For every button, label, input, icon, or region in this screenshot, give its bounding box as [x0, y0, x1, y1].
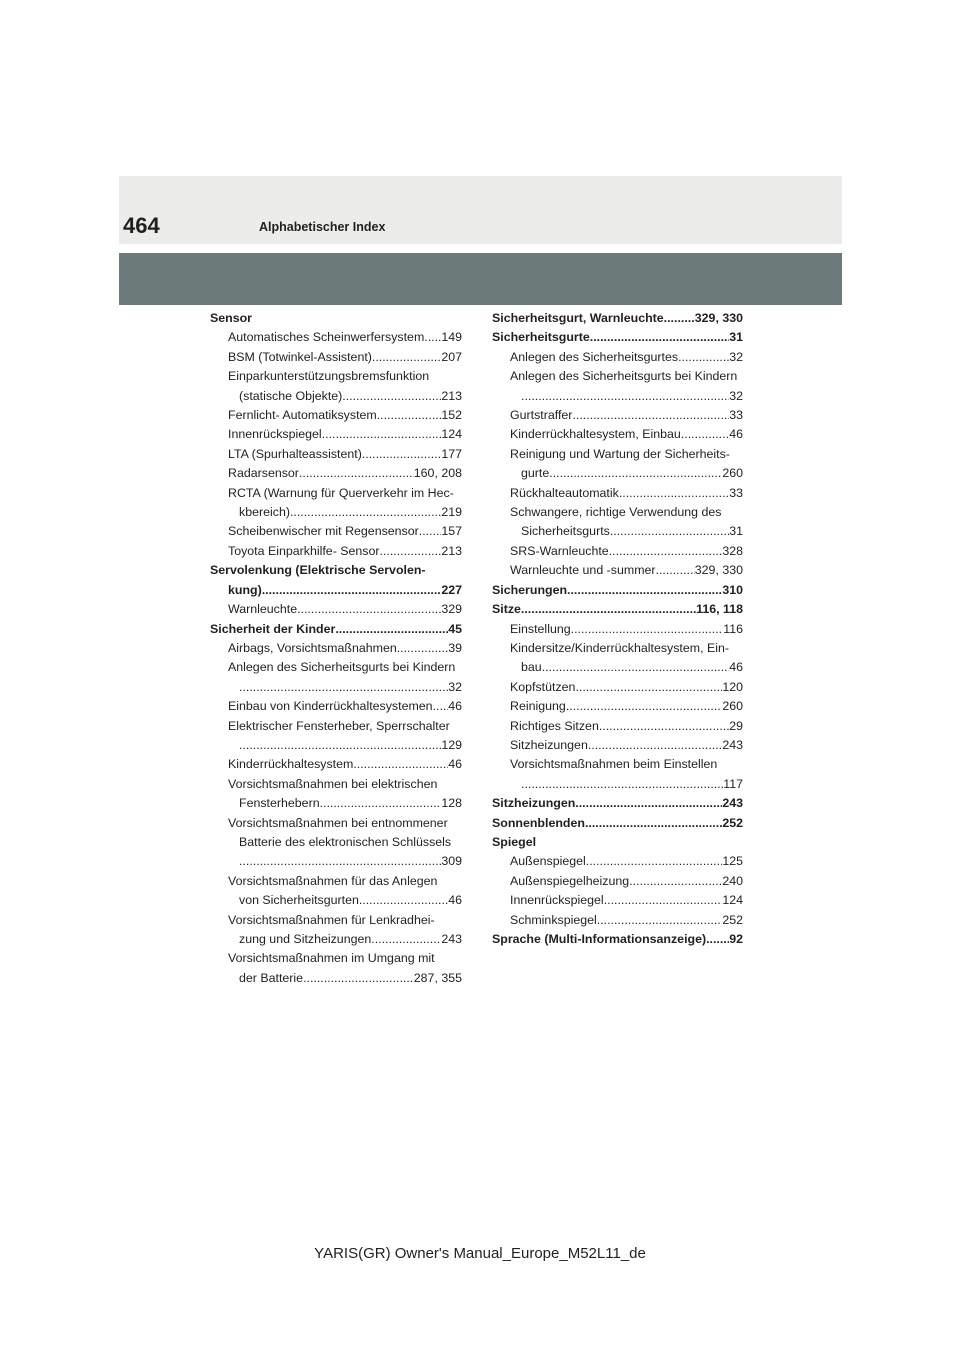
index-term: bau — [521, 660, 542, 675]
index-entry-sub — [492, 522, 743, 541]
index-page-ref: 177 — [441, 446, 462, 461]
index-term: Sitzheizungen — [492, 796, 576, 811]
index-entry-sub — [210, 930, 462, 949]
index-page-ref: 260 — [722, 466, 743, 481]
index-term: Anlegen des Sicherheitsgurtes — [510, 349, 679, 364]
index-entry-sub — [210, 678, 462, 697]
index-entry-sub: Vorsichtsmaßnahmen beim Einstellen — [510, 757, 718, 772]
page-number: 464 — [123, 213, 160, 238]
dot-leader — [397, 639, 448, 658]
index-term: Airbags, Vorsichtsmaßnahmen — [228, 640, 397, 655]
index-page-ref: 129 — [441, 737, 462, 752]
index-term: Warnleuchte und -summer — [510, 563, 656, 578]
dot-leader — [590, 328, 729, 347]
index-entry-main — [210, 620, 462, 639]
index-entry-sub — [492, 484, 743, 503]
index-term: Automatisches Scheinwerfersystem — [228, 330, 425, 345]
index-page-ref: 207 — [441, 349, 462, 364]
index-entry-main — [492, 581, 743, 600]
dot-leader — [656, 561, 695, 580]
index-entry-sub: Kindersitze/Kinderrückhaltesystem, Ein- — [510, 640, 729, 655]
index-term: Einbau von Kinderrückhaltesystemen — [228, 699, 433, 714]
index-entry-sub — [492, 717, 743, 736]
index-entry-sub: RCTA (Warnung für Querverkehr im Hec- — [228, 485, 454, 500]
index-term: Innenrückspiegel — [510, 893, 604, 908]
index-term: Richtiges Sitzen — [510, 718, 599, 733]
index-term: Sicherungen — [492, 582, 568, 597]
dot-leader — [239, 678, 448, 697]
dot-leader — [342, 387, 441, 406]
index-page-ref: 32 — [448, 679, 462, 694]
index-entry-sub — [492, 542, 743, 561]
index-entry-sub — [210, 406, 462, 425]
index-entry-sub — [210, 445, 462, 464]
index-page-ref: 240 — [722, 873, 743, 888]
index-entry-sub — [492, 852, 743, 871]
index-term: Fensterhebern — [239, 796, 320, 811]
dot-leader — [609, 542, 723, 561]
section-title: Alphabetischer Index — [259, 220, 386, 234]
index-entry-sub: Schwangere, richtige Verwendung des — [510, 505, 722, 520]
dot-leader — [610, 522, 729, 541]
index-term: LTA (Spurhalteassistent) — [228, 446, 362, 461]
index-entry-sub: Anlegen des Sicherheitsgurts bei Kindern — [510, 369, 738, 384]
index-entry-sub — [492, 736, 743, 755]
index-entry-sub — [210, 425, 462, 444]
index-page-ref: 120 — [722, 679, 743, 694]
index-term: Warnleuchte — [228, 602, 298, 617]
index-page-ref: 117 — [723, 776, 743, 791]
dot-leader — [239, 852, 441, 871]
index-entry-sub — [210, 328, 462, 347]
index-entry-sub — [210, 794, 462, 813]
index-entry-sub — [210, 581, 462, 600]
dot-leader — [322, 425, 442, 444]
index-page-ref: 252 — [722, 912, 743, 927]
index-entry-sub — [492, 678, 743, 697]
dot-leader — [588, 736, 722, 755]
dot-leader — [433, 697, 449, 716]
index-term: zung und Sitzheizungen — [239, 932, 372, 946]
index-entry-sub — [210, 891, 462, 910]
index-term: Sicherheit der Kinder — [210, 621, 336, 636]
index-term: der Batterie — [239, 970, 304, 985]
dot-leader — [597, 911, 723, 930]
index-entry-main: Spiegel — [492, 834, 537, 849]
index-entry-main: Servolenkung (Elektrische Servolen- — [210, 563, 426, 578]
index-entry-sub: Vorsichtsmaßnahmen im Umgang mit — [228, 951, 435, 966]
index-page-ref: 125 — [722, 854, 743, 869]
index-page-ref: 219 — [441, 505, 462, 520]
index-page-ref: 31 — [729, 524, 743, 539]
index-term: von Sicherheitsgurten — [239, 893, 359, 908]
index-page-ref: 310 — [722, 582, 743, 597]
index-page-ref: 32 — [729, 388, 743, 403]
index-term: Kinderrückhaltesystem — [228, 757, 354, 772]
index-entry-sub — [210, 503, 462, 522]
index-entry-sub — [210, 387, 462, 406]
index-entry-sub — [492, 620, 743, 639]
index-term: Reinigung — [510, 699, 566, 714]
index-page-ref: 160, 208 — [413, 466, 462, 481]
index-term: (statische Objekte) — [239, 388, 343, 403]
dot-leader — [585, 814, 722, 833]
index-term: Radarsensor — [228, 466, 299, 481]
dot-leader — [262, 581, 442, 600]
header-band — [119, 176, 842, 244]
dot-leader — [353, 755, 448, 774]
dot-leader — [239, 736, 441, 755]
index-entry-sub — [492, 425, 743, 444]
index-column-right — [492, 309, 743, 949]
index-term: gurte — [521, 466, 550, 481]
index-page-ref: 329, 330 — [694, 563, 743, 578]
index-page-ref: 46 — [729, 427, 743, 442]
index-page-ref: 243 — [722, 796, 743, 811]
dot-leader — [586, 852, 723, 871]
index-entry-sub: Reinigung und Wartung der Sicherheits- — [510, 446, 730, 461]
index-term: Innenrückspiegel — [228, 427, 322, 442]
index-entry-sub: Einparkunterstützungsbremsfunktion — [228, 369, 430, 384]
dot-leader — [575, 794, 722, 813]
index-page-ref: 213 — [441, 543, 462, 558]
index-page-ref: 128 — [441, 796, 462, 811]
index-entry-main: Sensor — [210, 311, 253, 325]
index-page-ref: 116 — [723, 621, 743, 636]
index-entry-sub — [210, 522, 462, 541]
index-entry-sub: Batterie des elektronischen Schlüssels — [239, 834, 452, 849]
index-entry-sub — [210, 736, 462, 755]
dot-leader — [424, 328, 441, 347]
index-entry-sub — [492, 891, 743, 910]
index-entry-sub: Anlegen des Sicherheitsgurts bei Kindern — [228, 660, 456, 675]
index-entry-sub — [492, 872, 743, 891]
index-page-ref: 46 — [448, 893, 462, 908]
index-entry-sub — [492, 911, 743, 930]
index-entry-sub — [492, 775, 743, 794]
index-term: Scheibenwischer mit Regensensor — [228, 524, 419, 539]
dot-leader — [681, 425, 729, 444]
dot-leader — [521, 387, 729, 406]
dot-leader — [572, 406, 729, 425]
index-entry-sub: Vorsichtsmaßnahmen bei elektrischen — [228, 776, 438, 791]
dot-leader — [297, 600, 441, 619]
index-entry-main — [492, 600, 743, 619]
index-entry-main — [492, 930, 743, 949]
section-banner-bar — [119, 253, 842, 305]
dot-leader — [571, 620, 724, 639]
index-entry-sub — [492, 561, 743, 580]
index-column-left — [210, 309, 462, 988]
index-term: Einstellung — [510, 621, 571, 636]
dot-leader — [599, 717, 729, 736]
index-term: Sonnenblenden — [492, 815, 585, 830]
index-page-ref: 29 — [729, 718, 743, 733]
index-page-ref: 243 — [441, 932, 462, 946]
index-entry-sub: Vorsichtsmaßnahmen für das Anlegen — [228, 873, 438, 888]
index-entry-sub — [210, 600, 462, 619]
index-page-ref: 252 — [722, 815, 743, 830]
index-entry-sub — [210, 464, 462, 483]
dot-leader — [359, 891, 448, 910]
index-page-ref: 45 — [448, 621, 462, 636]
index-term: kung) — [228, 582, 262, 597]
index-term: Außenspiegel — [510, 854, 586, 869]
dot-leader — [566, 697, 723, 716]
index-page-ref: 46 — [448, 699, 462, 714]
index-term: Sitzheizungen — [510, 737, 588, 752]
dot-leader — [549, 464, 722, 483]
index-page-ref: 152 — [441, 408, 462, 423]
dot-leader — [377, 406, 442, 425]
index-entry-sub: Elektrischer Fensterheber, Sperrschalter — [228, 718, 450, 733]
index-entry-sub — [492, 348, 743, 367]
index-entry-main — [492, 328, 743, 347]
dot-leader — [362, 445, 441, 464]
index-page-ref: 46 — [448, 757, 462, 772]
index-page-ref: 32 — [729, 349, 743, 364]
index-term: Sicherheitsgurt, Warnleuchte — [492, 311, 664, 325]
dot-leader — [678, 348, 729, 367]
index-page-ref: 329 — [441, 602, 462, 617]
index-entry-sub — [210, 348, 462, 367]
index-term: Kinderrückhaltesystem, Einbau — [510, 427, 681, 442]
dot-leader — [619, 484, 729, 503]
index-page-ref: 328 — [722, 543, 743, 558]
dot-leader — [575, 678, 722, 697]
index-page-ref: 124 — [441, 427, 462, 442]
index-page-ref: 243 — [722, 737, 743, 752]
dot-leader — [706, 930, 729, 949]
index-page-ref: 92 — [729, 932, 743, 946]
dot-leader — [604, 891, 723, 910]
index-entry-sub: Vorsichtsmaßnahmen bei entnommener — [228, 815, 448, 830]
index-page-ref: 149 — [441, 330, 462, 345]
index-entry-main — [492, 794, 743, 813]
dot-leader — [335, 620, 448, 639]
index-page-ref: 39 — [448, 640, 462, 655]
index-page-ref: 46 — [729, 660, 743, 675]
dot-leader — [299, 464, 414, 483]
index-term: kbereich) — [239, 505, 290, 520]
index-entry-main — [492, 814, 743, 833]
index-entry-sub — [492, 658, 743, 677]
index-term: Sitze — [492, 602, 521, 617]
index-entry-sub — [492, 387, 743, 406]
dot-leader — [521, 775, 723, 794]
dot-leader — [521, 600, 696, 619]
index-entry-sub — [492, 464, 743, 483]
dot-leader — [380, 542, 442, 561]
index-page-ref: 260 — [722, 699, 743, 714]
index-term: Fernlicht- Automatiksystem — [228, 408, 377, 423]
index-page-ref: 227 — [441, 582, 462, 597]
index-term: BSM (Totwinkel-Assistent) — [228, 349, 372, 364]
index-entry-sub — [210, 542, 462, 561]
index-term: Toyota Einparkhilfe- Sensor — [228, 543, 380, 558]
dot-leader — [419, 522, 442, 541]
index-entry-sub — [210, 697, 462, 716]
index-term: Rückhalteautomatik — [510, 485, 619, 500]
index-term: Sicherheitsgurte — [492, 330, 590, 345]
index-entry-sub — [210, 639, 462, 658]
index-entry-sub — [492, 697, 743, 716]
footer-manual-title: YARIS(GR) Owner's Manual_Europe_M52L11_de — [314, 1245, 646, 1262]
index-term: Gurtstraffer — [510, 408, 573, 423]
index-term: Sprache (Multi-Informationsanzeige) — [492, 932, 707, 946]
dot-leader — [372, 348, 441, 367]
index-page-ref: 309 — [441, 854, 462, 869]
index-term: Sicherheitsgurts — [521, 524, 610, 539]
index-entry-sub — [210, 755, 462, 774]
index-page-ref: 329, 330 — [694, 311, 743, 325]
index-entry-sub — [210, 852, 462, 871]
index-page-ref: 116, 118 — [696, 602, 743, 617]
index-page-ref: 213 — [441, 388, 462, 403]
dot-leader — [567, 581, 722, 600]
index-term: Außenspiegelheizung — [510, 873, 630, 888]
index-page-ref: 33 — [729, 485, 743, 500]
index-term: Kopfstützen — [510, 679, 576, 694]
index-entry-sub: Vorsichtsmaßnahmen für Lenkradhei- — [228, 912, 435, 927]
index-page-ref: 33 — [729, 408, 743, 423]
index-term: SRS-Warnleuchte — [510, 543, 609, 558]
dot-leader — [290, 503, 441, 522]
index-entry-sub — [492, 406, 743, 425]
index-entry-sub — [210, 969, 462, 988]
index-page-ref: 124 — [722, 893, 743, 908]
dot-leader — [542, 658, 730, 677]
index-entry-main — [492, 309, 743, 328]
dot-leader — [371, 930, 441, 949]
index-term: Schminkspiegel — [510, 912, 597, 927]
index-page-ref: 287, 355 — [413, 970, 462, 985]
index-page-ref: 157 — [441, 524, 462, 539]
dot-leader — [629, 872, 722, 891]
dot-leader — [320, 794, 442, 813]
index-page-ref: 31 — [729, 330, 743, 345]
dot-leader — [664, 309, 695, 328]
dot-leader — [303, 969, 414, 988]
